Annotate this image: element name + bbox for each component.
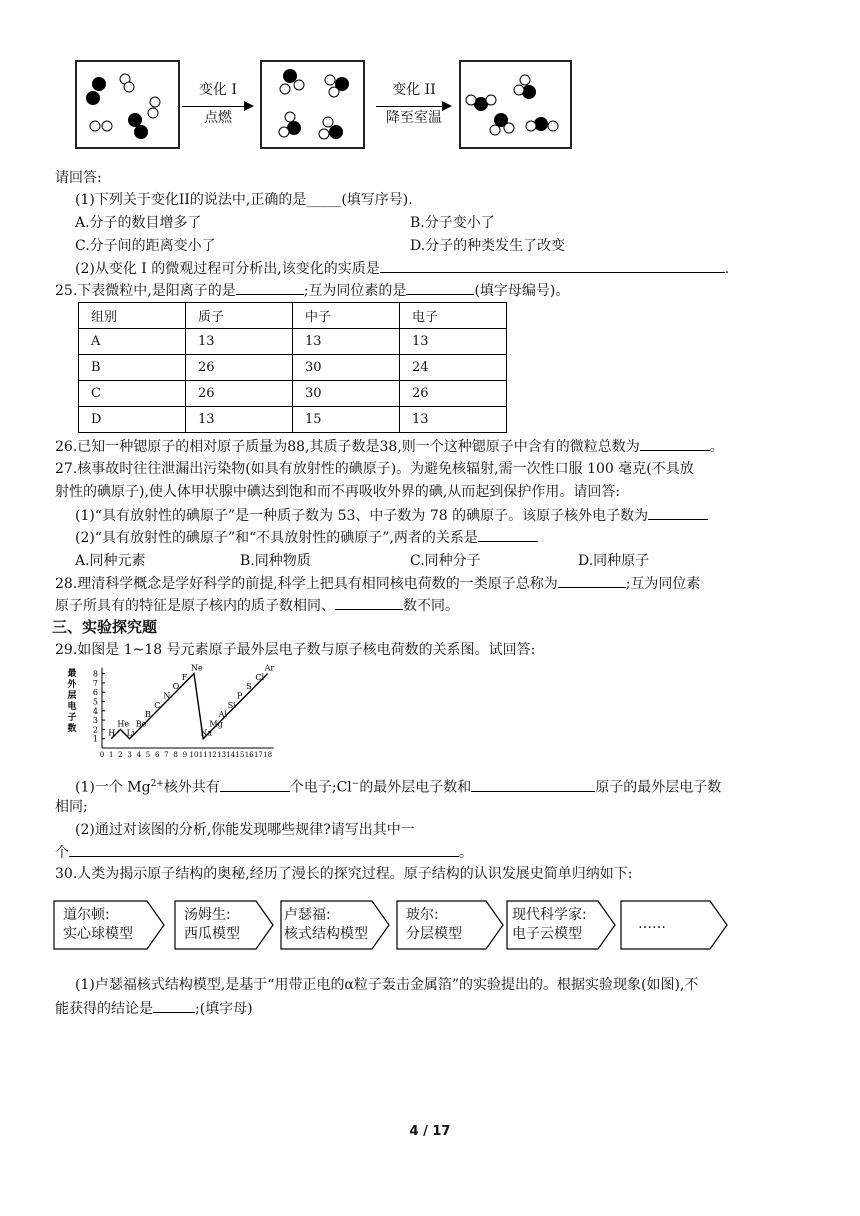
q30-sub1-a: (1)卢瑟福核式结构模型,是基于“用带正电的α粒子轰击金属箔”的实验提出的。根据实验现象(如图),不 [75, 977, 699, 993]
page-number: 4 / 17 [409, 1124, 451, 1139]
particle-table [78, 302, 507, 433]
table-row [79, 355, 507, 381]
element-label: Cl [255, 672, 265, 682]
box-after [459, 60, 572, 149]
history-step-model: 电子云模型 [512, 926, 582, 942]
q24-option-c: C.分子间的距离变小了 [75, 238, 216, 254]
table-header: 电子 [400, 303, 507, 329]
y-axis-label-char: 子 [67, 713, 77, 723]
x-tick-label: 15 [235, 751, 245, 759]
q29-blank-rule[interactable] [69, 842, 459, 857]
y-axis-label-char: 层 [67, 691, 77, 701]
element-label: F [181, 672, 188, 682]
q27-sub1 [75, 505, 708, 526]
electron-chart-svg [60, 662, 290, 762]
x-tick-label: 17 [253, 751, 263, 759]
x-tick-label: 12 [207, 751, 217, 759]
table-header: 中子 [293, 303, 400, 329]
q27-sub1-blank[interactable] [648, 505, 708, 520]
q27-option-a: A.同种元素 [75, 553, 146, 569]
y-axis-label-char: 外 [67, 680, 77, 690]
q28-line-1b: ;互为同位素 [625, 576, 701, 592]
history-step [174, 900, 274, 950]
arrow-change-2 [376, 80, 452, 130]
q24-option-b: B.分子变小了 [410, 215, 495, 231]
table-row [79, 407, 507, 433]
history-step-name: 道尔顿: [63, 907, 110, 923]
x-tick-label: 8 [173, 751, 178, 759]
history-step [506, 900, 616, 950]
q25-blank-isotope[interactable] [406, 280, 474, 295]
q29-sub1-charge: 2+ [150, 779, 164, 789]
q25-text-1: 25.下表微粒中,是阳离子的是 [55, 283, 236, 299]
q24-sub1: (1)下列关于变化II的说法中,正确的是_____(填写序号). [75, 192, 413, 208]
q28-blank-element[interactable] [558, 573, 626, 588]
element-label: N [163, 691, 171, 701]
arrow-2-bottom: 降至室温 [386, 110, 442, 126]
y-axis-label-char: 电 [67, 702, 77, 712]
element-label: B [145, 710, 151, 720]
y-tick-label: 2 [92, 725, 98, 735]
q29-blank-atom[interactable] [471, 777, 595, 792]
q27-sub2-blank[interactable] [478, 527, 538, 542]
electron-series-line [111, 674, 267, 739]
q29-sub1-e: 原子的最外层电子数 [595, 779, 722, 796]
q29-question: 29.如图是 1~18 号元素原子最外层电子数与原子核电荷数的关系图。试回答: [55, 642, 536, 658]
table-cell: C [79, 381, 186, 407]
q26-text: 26.已知一种锶原子的相对原子质量为88,其质子数是38,则一个这种锶原子中含有的微粒总数为 [55, 439, 640, 455]
element-label: Ar [264, 663, 275, 673]
y-axis-label-char: 最 [67, 669, 77, 679]
element-label: He [117, 719, 130, 729]
element-label: Li [126, 728, 135, 738]
history-step-ellipsis: …… [638, 916, 666, 932]
history-step-model: 西瓜模型 [184, 926, 240, 942]
q29-sub2-b: 个 [55, 845, 69, 861]
q30-sub1 [55, 998, 253, 1019]
history-step-name: 玻尔: [406, 907, 439, 923]
x-tick-label: 16 [244, 751, 254, 759]
element-label: O [172, 682, 180, 692]
table-cell: 26 [186, 381, 293, 407]
q27-option-c: C.同种分子 [410, 553, 481, 569]
x-tick-label: 3 [127, 751, 132, 759]
q25-text-3: (填字母编号)。 [474, 283, 570, 299]
table-row [79, 329, 507, 355]
q30-sub1-b: 能获得的结论是 [55, 1001, 153, 1017]
element-label: H [108, 728, 116, 738]
q28-line-2 [55, 595, 459, 616]
x-tick-label: 9 [182, 751, 188, 759]
q29-sub1-f: 相同; [55, 799, 88, 815]
x-tick-label: 4 [136, 751, 142, 759]
q30-sub1-c: ;(填字母) [195, 1001, 253, 1017]
history-step-model: 分层模型 [406, 926, 462, 942]
q27-line-2: 射性的碘原子),使人体甲状腺中碘达到饱和而不再吸收外界的碘,从而起到保护作用。请回答: [55, 484, 621, 500]
q30-question: 30.人类为揭示原子结构的奥秘,经历了漫长的探究过程。原子结构的认识发展史简单归纳如下: [55, 866, 633, 882]
arrow-change-1 [182, 80, 254, 130]
element-label: S [246, 682, 252, 692]
history-step-name: 卢瑟福: [284, 907, 331, 923]
q24-option-d: D.分子的种类发生了改变 [410, 238, 566, 254]
element-label: C [154, 700, 161, 710]
x-tick-label: 1 [108, 751, 114, 759]
table-cell: B [79, 355, 186, 381]
q29-blank-electrons[interactable] [220, 777, 290, 792]
x-tick-label: 5 [145, 751, 151, 759]
q26-blank[interactable] [640, 436, 710, 451]
history-step-name: 现代科学家: [512, 907, 587, 923]
q29-sub1-c: 个电子;Cl [289, 779, 352, 796]
x-tick-label: 7 [164, 751, 169, 759]
table-cell: 13 [186, 407, 293, 433]
y-axis-label-char: 数 [67, 724, 77, 734]
element-label: Na [200, 728, 212, 738]
arrow-1-bottom: 点燃 [204, 110, 232, 126]
table-cell: 26 [186, 355, 293, 381]
history-step [53, 900, 165, 950]
q29-sub2-end: 。 [459, 845, 473, 861]
q24-prompt: 请回答: [55, 170, 102, 186]
element-label: Be [135, 719, 147, 729]
table-header: 质子 [186, 303, 293, 329]
q24-sub2-end: . [724, 261, 730, 277]
y-tick-label: 7 [92, 678, 98, 688]
q29-sub1-charge-cl: − [351, 779, 360, 789]
q26-end: 。 [709, 439, 724, 455]
q25-question [55, 280, 569, 301]
q24-sub2 [75, 258, 729, 279]
table-row [79, 381, 507, 407]
x-tick-label: 14 [226, 751, 236, 759]
table-cell: 26 [400, 381, 507, 407]
history-step [396, 900, 504, 950]
electron-chart [60, 662, 290, 762]
table-cell: A [79, 329, 186, 355]
history-step-model: 实心球模型 [63, 926, 133, 942]
q25-text-2: ;互为同位素的是 [303, 283, 407, 299]
arrow-2-top: 变化 II [392, 82, 436, 98]
y-tick-label: 4 [92, 706, 98, 716]
table-cell: 30 [293, 381, 400, 407]
q28-line-1a: 28.理清科学概念是学好科学的前提,科学上把具有相同核电荷数的一类原子总称为 [55, 576, 558, 592]
molecules-before [77, 62, 178, 147]
table-cell: D [79, 407, 186, 433]
q30-blank[interactable] [153, 998, 195, 1013]
x-tick-label: 11 [198, 751, 208, 759]
table-header-row [79, 303, 507, 329]
molecules-after [461, 62, 570, 147]
q27-sub2 [75, 527, 538, 548]
q28-line-2a: 原子所具有的特征是原子核内的质子数相同、 [55, 598, 335, 614]
q28-line-1 [55, 573, 700, 594]
q24-option-a: A.分子的数目增多了 [75, 215, 202, 231]
element-label: Mg [209, 719, 223, 729]
q28-blank-neutron[interactable] [335, 595, 403, 610]
arrow-1-top: 变化 I [199, 82, 237, 98]
x-tick-label: 13 [217, 751, 227, 759]
q29-sub2-a: (2)通过对该图的分析,你能发现哪些规律?请写出其中一 [75, 822, 415, 838]
q29-sub1-a: (1)一个 Mg [75, 779, 151, 796]
q28-line-2b: 数不同。 [403, 598, 459, 614]
table-cell: 30 [293, 355, 400, 381]
history-step-name: 汤姆生: [184, 907, 231, 923]
q29-sub2 [55, 842, 473, 863]
q26-question [55, 436, 724, 457]
q29-sub1 [75, 774, 721, 798]
table-cell: 13 [186, 329, 293, 355]
table-cell: 13 [400, 407, 507, 433]
q27-sub1-text: (1)“具有放射性的碘原子”是一种质子数为 53、中子数为 78 的碘原子。该原子核外电子数为 [75, 508, 649, 524]
q24-sub2-text: (2)从变化 I 的微观过程可分析出,该变化的实质是 [75, 261, 380, 277]
x-tick-label: 18 [263, 751, 273, 759]
q24-answer-blank[interactable] [380, 258, 725, 273]
q27-sub2-text: (2)“具有放射性的碘原子”和“不具放射性的碘原子”,两者的关系是 [75, 530, 478, 546]
box-before [75, 60, 180, 149]
q29-sub1-b: 核外共有 [163, 779, 220, 796]
table-cell: 13 [400, 329, 507, 355]
element-label: Ne [191, 663, 203, 673]
y-tick-label: 6 [92, 688, 98, 698]
q29-sub1-d: 的最外层电子数和 [359, 779, 472, 796]
x-tick-label: 0 [99, 751, 105, 759]
box-middle [260, 60, 365, 149]
q25-blank-cation[interactable] [236, 280, 304, 295]
y-tick-label: 3 [92, 716, 98, 726]
table-cell: 13 [293, 329, 400, 355]
y-tick-label: 8 [92, 669, 98, 679]
history-step [620, 900, 728, 950]
y-tick-label: 5 [92, 697, 98, 707]
table-cell: 15 [293, 407, 400, 433]
x-tick-label: 10 [189, 751, 199, 759]
section-title: 三、实验探究题 [52, 618, 158, 636]
molecules-middle [262, 62, 363, 147]
element-label: P [237, 691, 243, 701]
element-label: Al [218, 710, 227, 720]
x-tick-label: 6 [154, 751, 160, 759]
element-label: Si [227, 700, 236, 710]
y-tick-label: 1 [92, 734, 98, 744]
table-header: 组别 [79, 303, 186, 329]
q27-line-1: 27.核事故时往往泄漏出污染物(如具有放射性的碘原子)。为避免核辐射,需一次性口服 100 毫克(不具放 [55, 461, 694, 477]
history-step-model: 核式结构模型 [284, 926, 368, 942]
q27-option-b: B.同种物质 [240, 553, 311, 569]
history-step [280, 900, 390, 950]
x-tick-label: 2 [118, 751, 123, 759]
q27-option-d: D.同种原子 [578, 553, 650, 569]
table-cell: 24 [400, 355, 507, 381]
